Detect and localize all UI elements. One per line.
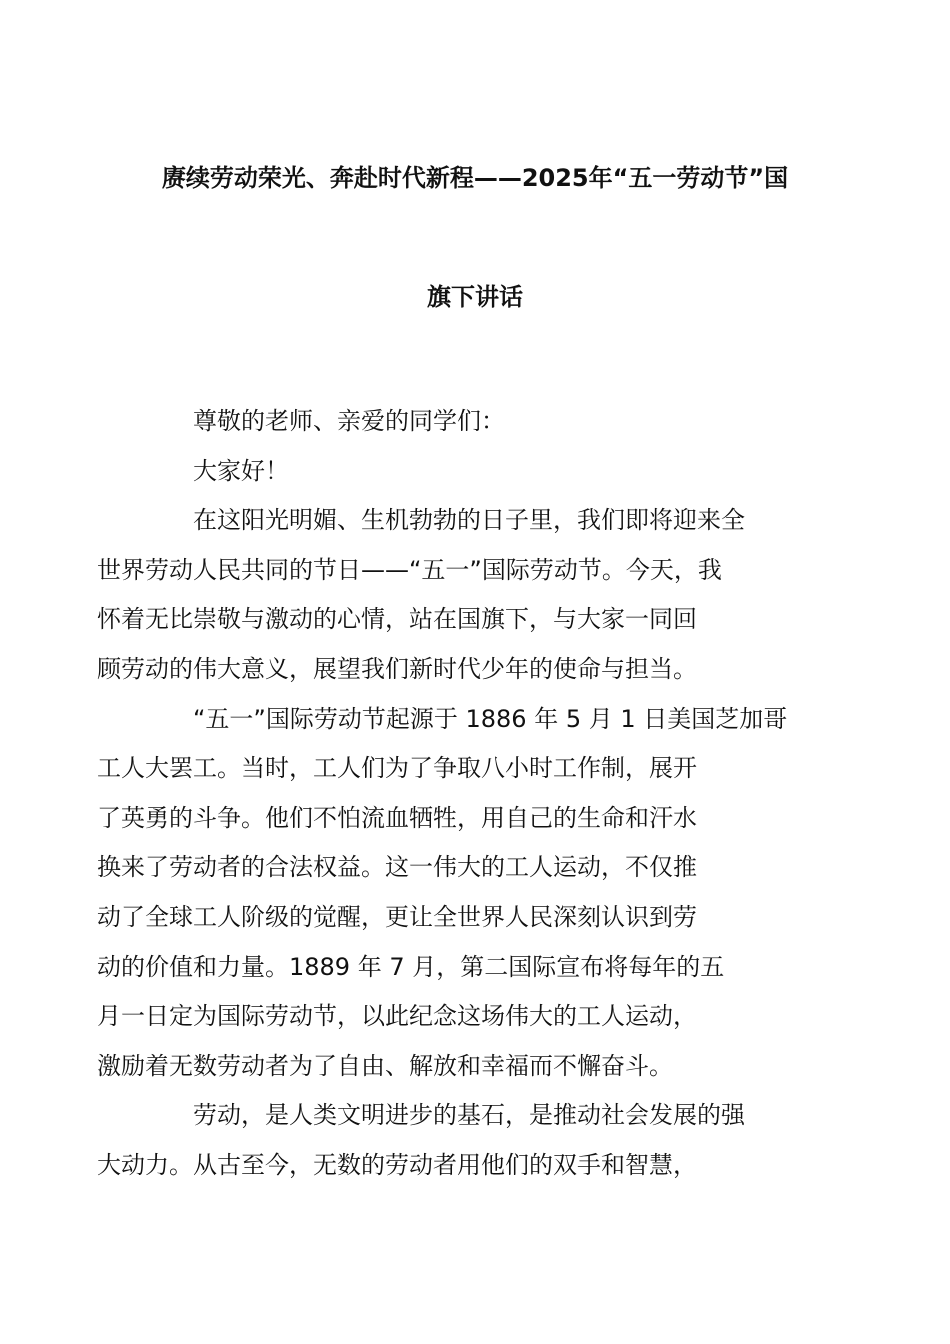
paragraph-line: “五一”国际劳动节起源于 1886 年 5 月 1 日美国芝加哥 — [193, 704, 788, 733]
paragraph-line: 大动力。从古至今，无数的劳动者用他们的双手和智慧， — [97, 1150, 697, 1179]
paragraph-line: 了英勇的斗争。他们不怕流血牺牲，用自己的生命和汗水 — [97, 803, 697, 832]
document-title-line-1: 赓续劳动荣光、奔赴时代新程——2025年“五一劳动节”国 — [161, 164, 789, 192]
paragraph-hello — [145, 447, 805, 497]
paragraph-line: 动的价值和力量。1889 年 7 月，第二国际宣布将每年的五 — [97, 952, 725, 981]
paragraph-line: 大家好！ — [193, 456, 289, 485]
paragraph-line: 顾劳动的伟大意义，展望我们新时代少年的使命与担当。 — [97, 654, 697, 683]
paragraph-line: 劳动，是人类文明进步的基石，是推动社会发展的强 — [193, 1101, 745, 1130]
document-body — [97, 397, 805, 1191]
paragraph-line: 世界劳动人民共同的节日——“五一”国际劳动节。今天，我 — [97, 555, 722, 584]
paragraph-line: 工人大罢工。当时，工人们为了争取八小时工作制，展开 — [97, 754, 697, 783]
paragraph-line: 换来了劳动者的合法权益。这一伟大的工人运动，不仅推 — [97, 853, 697, 882]
paragraph-line: 动了全球工人阶级的觉醒，更让全世界人民深刻认识到劳 — [97, 902, 697, 931]
paragraph-line: 激励着无数劳动者为了自由、解放和幸福而不懈奋斗。 — [97, 1051, 673, 1080]
paragraph-line: 怀着无比崇敬与激动的心情，站在国旗下，与大家一同回 — [97, 605, 697, 634]
paragraph-greeting — [145, 397, 805, 447]
paragraph-line: 在这阳光明媚、生机勃勃的日子里，我们即将迎来全 — [193, 506, 745, 535]
paragraph-history — [97, 695, 805, 1092]
paragraph-line: 尊敬的老师、亲爱的同学们： — [193, 407, 505, 435]
paragraph-labor-value — [97, 1091, 805, 1190]
paragraph-intro — [97, 496, 805, 694]
paragraph-line: 月一日定为国际劳动节，以此纪念这场伟大的工人运动， — [97, 1002, 697, 1031]
document-title-line-2: 旗下讲话 — [427, 283, 523, 311]
